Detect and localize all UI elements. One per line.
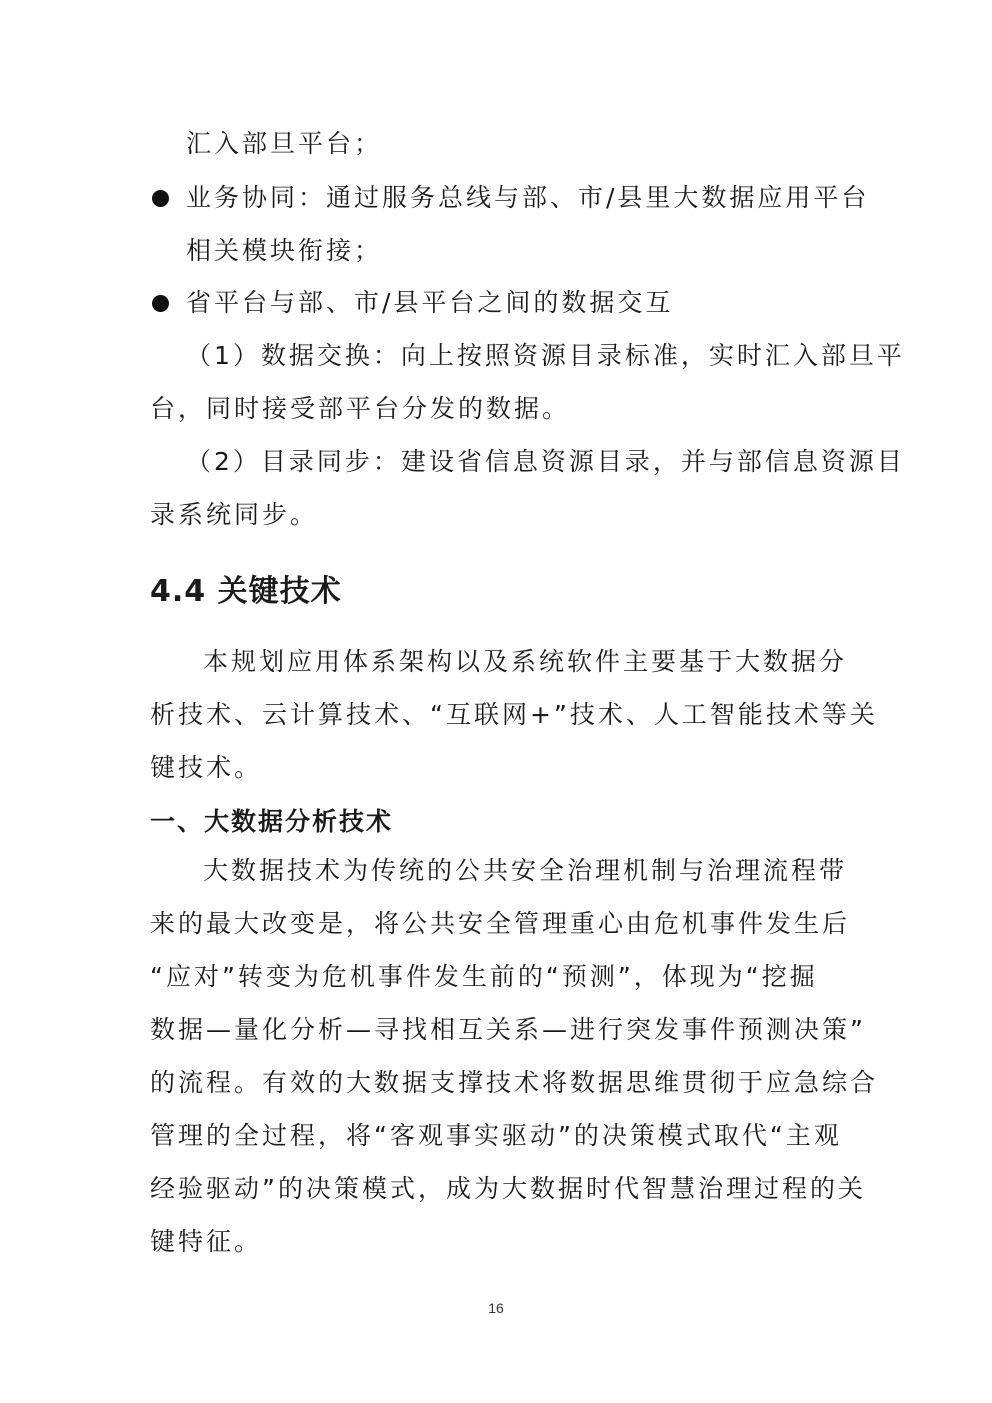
bullet-text-line: 业务协同：通过服务总线与部、市/县里大数据应用平台 xyxy=(186,183,870,212)
paragraph-line: 本规划应用体系架构以及系统软件主要基于大数据分 xyxy=(203,647,848,676)
subsection-heading: 一、大数据分析技术 xyxy=(150,807,394,836)
paragraph-line: 的流程。有效的大数据支撑技术将数据思维贯彻于应急综合 xyxy=(150,1068,879,1097)
numbered-item-line: （2）目录同步：建设省信息资源目录，并与部信息资源目 xyxy=(186,447,905,476)
page-number: 16 xyxy=(488,1300,504,1316)
continuation-line: 汇入部旦平台； xyxy=(186,129,383,158)
paragraph-line: 析技术、云计算技术、“互联网+”技术、人工智能技术等关 xyxy=(150,700,878,729)
bullet-text-line: 相关模块衔接； xyxy=(186,236,383,265)
numbered-item-line: 录系统同步。 xyxy=(150,500,319,529)
section-heading: 4.4 关键技术 xyxy=(150,574,342,609)
paragraph-line: 键特征。 xyxy=(150,1227,263,1256)
bullet-icon xyxy=(152,190,169,207)
paragraph-line: 来的最大改变是，将公共安全管理重心由危机事件发生后 xyxy=(150,909,851,938)
paragraph-line: 键技术。 xyxy=(150,753,263,782)
numbered-item-line: （1）数据交换：向上按照资源目录标准，实时汇入部旦平 xyxy=(186,341,905,370)
paragraph-line: 大数据技术为传统的公共安全治理机制与治理流程带 xyxy=(203,856,848,885)
paragraph-line: “应对”转变为危机事件发生前的“预测”，体现为“挖掘 xyxy=(150,962,818,991)
numbered-item-line: 台，同时接受部平台分发的数据。 xyxy=(150,394,571,423)
bullet-text-line: 省平台与部、市/县平台之间的数据交互 xyxy=(186,288,674,317)
paragraph-line: 数据—量化分析—寻找相互关系—进行突发事件预测决策” xyxy=(150,1015,866,1044)
paragraph-line: 管理的全过程，将“客观事实驱动”的决策模式取代“主观 xyxy=(150,1121,842,1150)
paragraph-line: 经验驱动”的决策模式，成为大数据时代智慧治理过程的关 xyxy=(150,1174,866,1203)
bullet-icon xyxy=(152,295,169,312)
